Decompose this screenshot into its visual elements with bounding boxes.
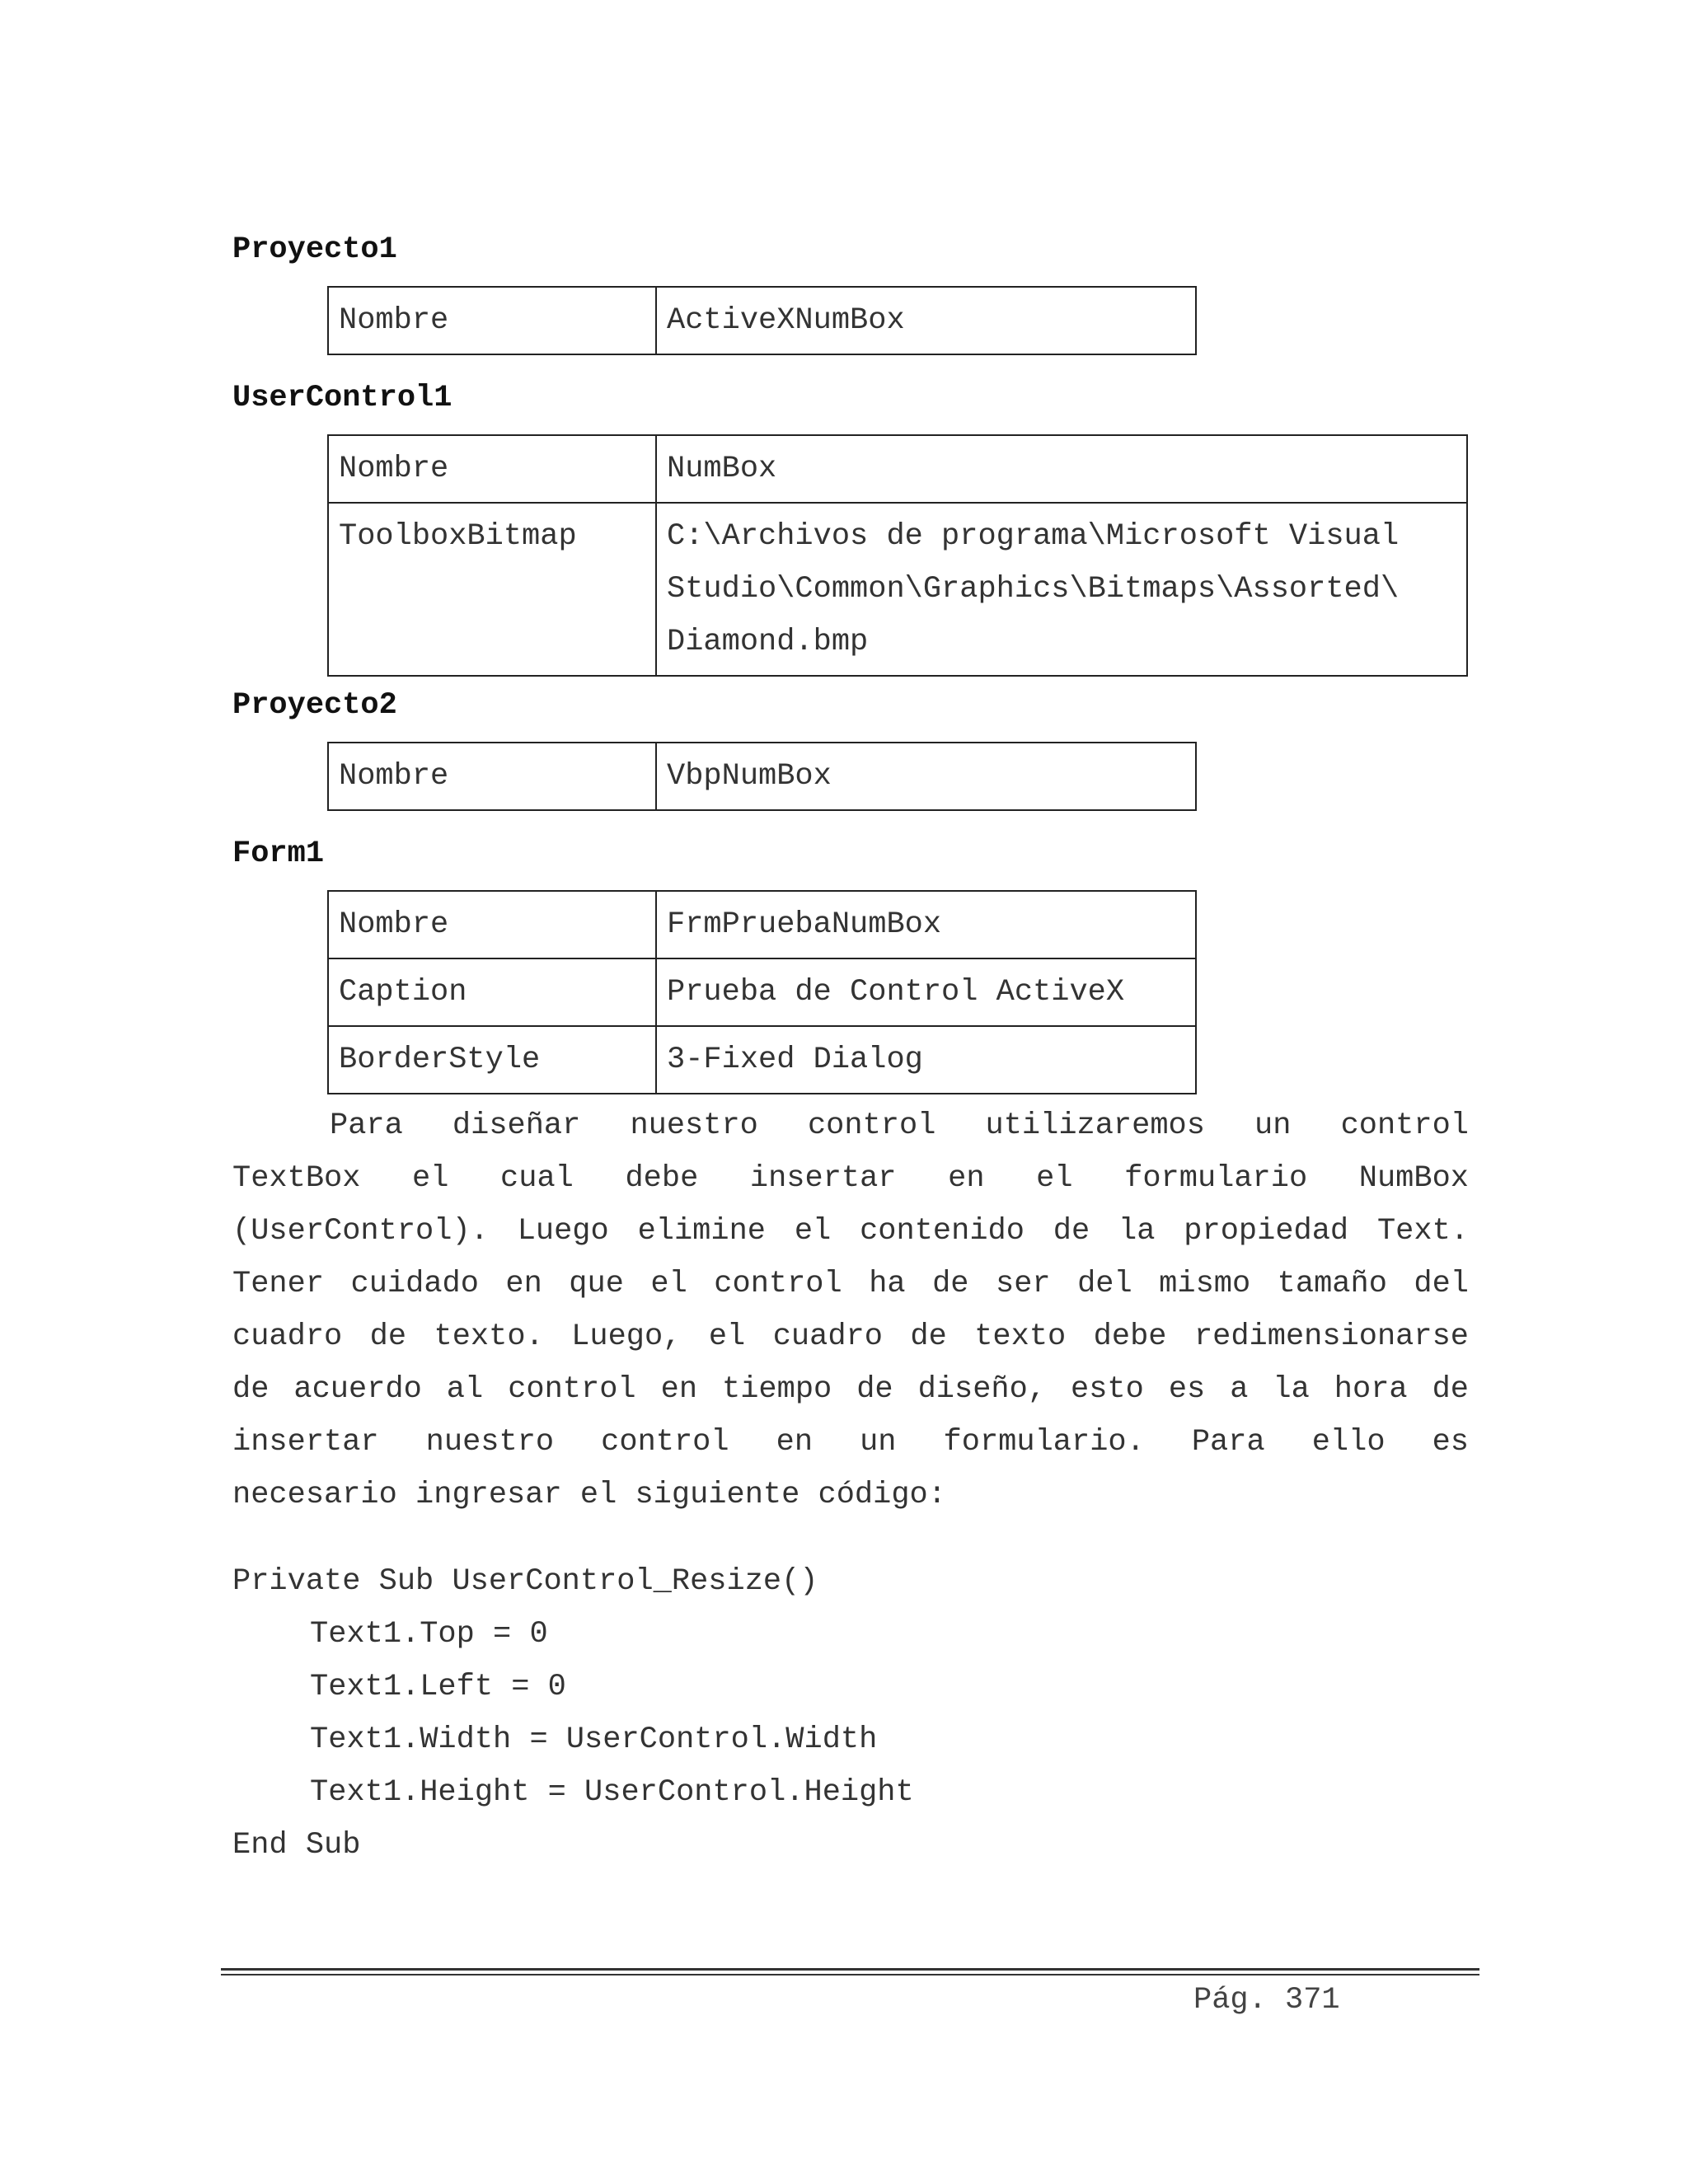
properties-table-proyecto1	[327, 286, 1197, 355]
table-row	[328, 743, 1196, 810]
code-listing	[232, 1555, 914, 1872]
code-line: Text1.Width = UserControl.Width	[310, 1722, 878, 1757]
property-name: Nombre	[328, 743, 656, 810]
section-heading-proyecto2: Proyecto2	[232, 688, 397, 723]
footer-rule	[221, 1974, 1479, 1975]
table-row	[328, 1026, 1196, 1094]
properties-table-proyecto2	[327, 742, 1197, 811]
code-line: End Sub	[232, 1828, 361, 1863]
code-line: Private Sub UserControl_Resize()	[232, 1564, 818, 1599]
table-row	[328, 287, 1196, 354]
property-value: NumBox	[656, 435, 1467, 503]
property-value: 3-Fixed Dialog	[656, 1026, 1196, 1094]
paragraph-line: Para diseñar nuestro control utilizaremos un control	[330, 1108, 1469, 1143]
section-heading-usercontrol1: UserControl1	[232, 381, 452, 415]
properties-table-usercontrol1	[327, 434, 1468, 677]
table-row	[328, 503, 1467, 676]
table-row	[328, 958, 1196, 1026]
paragraph-line: necesario ingresar el siguiente código:	[232, 1478, 946, 1512]
paragraph-line: Tener cuidado en que el control ha de ser del mismo tamaño del	[232, 1267, 1469, 1301]
paragraph-line: TextBox el cual debe insertar en el formulario NumBox	[232, 1161, 1469, 1196]
table-row	[328, 435, 1467, 503]
code-line: Text1.Left = 0	[310, 1670, 566, 1704]
paragraph-line: insertar nuestro control en un formulario. Para ello es	[232, 1425, 1469, 1460]
property-name: Caption	[328, 958, 656, 1026]
paragraph-line: cuadro de texto. Luego, el cuadro de texto debe redimensionarse	[232, 1319, 1469, 1354]
properties-table-form1	[327, 890, 1197, 1094]
paragraph-line: (UserControl). Luego elimine el contenido de la propiedad Text.	[232, 1214, 1469, 1249]
property-value: FrmPruebaNumBox	[656, 891, 1196, 958]
code-line: Text1.Height = UserControl.Height	[310, 1775, 914, 1810]
paragraph-line: de acuerdo al control en tiempo de diseño, esto es a la hora de	[232, 1372, 1469, 1407]
property-name: ToolboxBitmap	[328, 503, 656, 676]
property-name: Nombre	[328, 891, 656, 958]
property-value: Prueba de Control ActiveX	[656, 958, 1196, 1026]
section-heading-form1: Form1	[232, 837, 325, 871]
table-row	[328, 891, 1196, 958]
property-value: VbpNumBox	[656, 743, 1196, 810]
property-name: BorderStyle	[328, 1026, 656, 1094]
body-paragraph	[232, 1099, 1469, 1521]
property-value: C:\Archivos de programa\Microsoft Visual Studio\Common\Graphics\Bitmaps\Assorted\ Diamond.bmp	[656, 503, 1467, 676]
footer-rule	[221, 1968, 1479, 1971]
property-value: ActiveXNumBox	[656, 287, 1196, 354]
code-line: Text1.Top = 0	[310, 1617, 548, 1652]
property-name: Nombre	[328, 287, 656, 354]
section-heading-proyecto1: Proyecto1	[232, 232, 397, 267]
property-name: Nombre	[328, 435, 656, 503]
page-number: Pág. 371	[1193, 1983, 1340, 2018]
